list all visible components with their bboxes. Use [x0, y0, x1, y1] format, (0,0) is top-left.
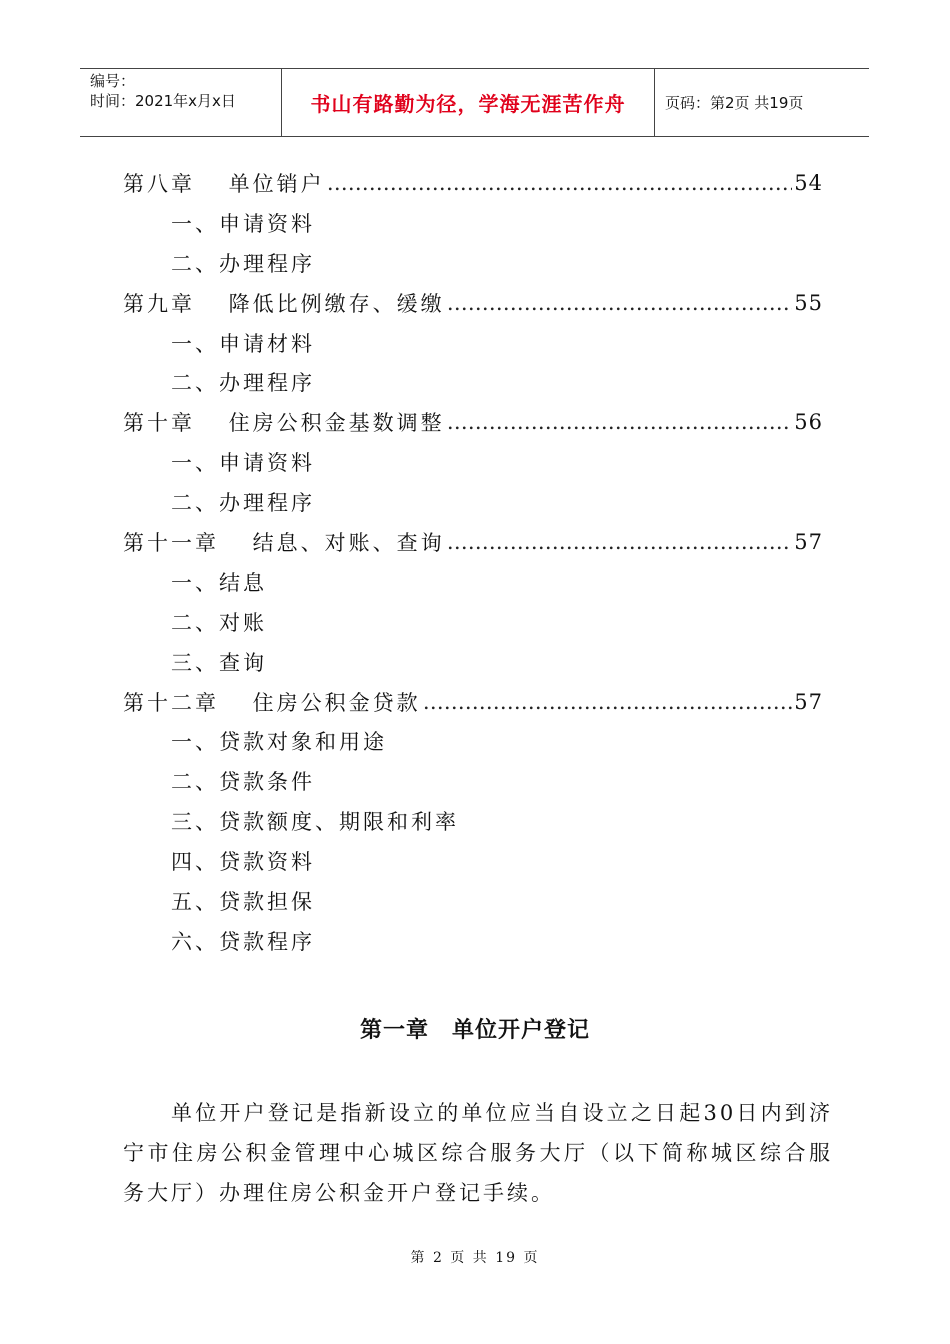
toc-entry-title: 一、申请资料 [171, 211, 315, 236]
toc-section-entry [123, 482, 823, 522]
toc-section-entry [123, 721, 823, 761]
toc-page-number: 56 [794, 410, 823, 435]
body-paragraph: 单位开户登记是指新设立的单位应当自设立之日起30日内到济宁市住房公积金管理中心城区综合服务大厅（以下简称城区综合服务大厅）办理住房公积金开户登记手续。 [123, 1101, 833, 1205]
chapter-heading: 第一章 单位开户登记 [359, 1018, 590, 1043]
toc-chapter-entry [123, 163, 823, 203]
toc-entry-title: 二、对账 [171, 610, 267, 635]
toc-entry-title: 六、贷款程序 [171, 929, 315, 954]
toc-section-entry [123, 562, 823, 602]
toc-dot-leader [447, 410, 793, 434]
toc-section-entry [123, 442, 823, 482]
toc-page-number: 57 [794, 529, 823, 554]
toc-entry-title: 一、结息 [171, 570, 267, 595]
toc-entry-title: 三、贷款额度、期限和利率 [171, 810, 459, 835]
toc-page-number: 57 [794, 689, 823, 714]
table-of-contents [123, 163, 823, 961]
toc-dot-leader [327, 171, 793, 195]
toc-page-number: 54 [794, 170, 823, 195]
document-date-label: 时间：2021年x月x日 [90, 92, 236, 110]
toc-entry-title: 四、贷款资料 [171, 850, 315, 875]
toc-entry-title: 三、查询 [171, 650, 267, 675]
toc-entry-title: 第九章 降低比例缴存、缓缴 [123, 291, 445, 316]
toc-entry-title: 五、贷款担保 [171, 889, 315, 914]
toc-entry-title: 一、申请材料 [171, 331, 315, 356]
toc-section-entry [123, 203, 823, 243]
toc-section-entry [123, 801, 823, 841]
toc-entry-title: 二、贷款条件 [171, 770, 315, 795]
toc-section-entry [123, 761, 823, 801]
header-page-label: 页码：第2页 共19页 [665, 94, 804, 112]
toc-entry-title: 二、办理程序 [171, 251, 315, 276]
page-header [80, 68, 869, 137]
toc-section-entry [123, 323, 823, 363]
toc-chapter-entry [123, 682, 823, 722]
toc-chapter-entry [123, 522, 823, 562]
toc-section-entry [123, 921, 823, 961]
toc-section-entry [123, 881, 823, 921]
page-footer: 第 2 页 共 19 页 [410, 1250, 540, 1266]
toc-entry-title: 第十一章 结息、对账、查询 [123, 530, 445, 555]
toc-entry-title: 二、办理程序 [171, 371, 315, 396]
header-meta-cell [80, 69, 282, 136]
toc-section-entry [123, 602, 823, 642]
toc-entry-title: 二、办理程序 [171, 491, 315, 516]
toc-section-entry [123, 243, 823, 283]
toc-dot-leader [423, 690, 793, 714]
toc-entry-title: 一、申请资料 [171, 451, 315, 476]
toc-page-number: 55 [794, 290, 823, 315]
toc-section-entry [123, 362, 823, 402]
header-motto: 书山有路勤为径，学海无涯苦作舟 [282, 69, 655, 136]
toc-section-entry [123, 841, 823, 881]
toc-dot-leader [447, 291, 793, 315]
document-number-label: 编号： [90, 72, 136, 90]
toc-chapter-entry [123, 283, 823, 323]
toc-entry-title: 第十章 住房公积金基数调整 [123, 411, 445, 436]
toc-entry-title: 第八章 单位销户 [123, 171, 325, 196]
toc-entry-title: 一、贷款对象和用途 [171, 730, 387, 755]
toc-section-entry [123, 642, 823, 682]
toc-entry-title: 第十二章 住房公积金贷款 [123, 690, 421, 715]
toc-dot-leader [447, 530, 793, 554]
toc-chapter-entry [123, 402, 823, 442]
